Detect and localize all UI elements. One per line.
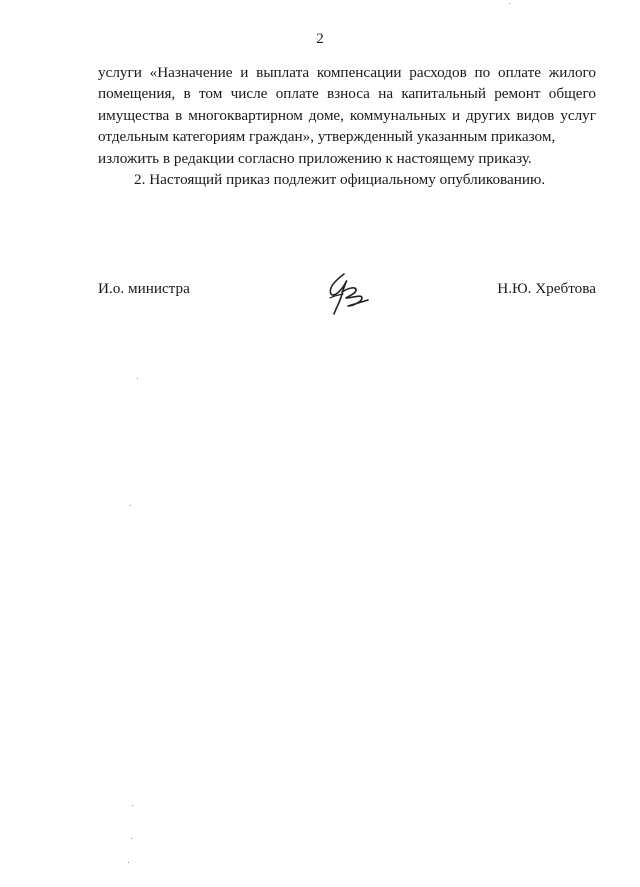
scan-speck [128, 862, 129, 863]
signatory-title: И.о. министра [98, 280, 190, 297]
scan-speck [509, 3, 510, 4]
document-body [98, 62, 596, 190]
page-number: 2 [316, 31, 324, 47]
signatory-name: Н.Ю. Хребтова [497, 280, 596, 297]
scan-speck [132, 805, 133, 806]
paragraph-item-2: 2. Настоящий приказ подлежит официальному опубликованию. [134, 171, 546, 189]
scan-speck [137, 378, 138, 379]
handwritten-signature [322, 268, 378, 316]
paragraph-continuation-end: изложить в редакции согласно приложению к настоящему приказу. [98, 149, 532, 167]
scan-speck [130, 505, 131, 506]
paragraph-continuation: услуги «Назначение и выплата компенсации расходов по оплате жилого помещения, в том числе оплате взноса на капитальный ремонт общего имущества в многоквартирном доме, коммунальных и других видов услуг отдельным категориям граждан», утвержденный указанным приказом, [98, 64, 596, 146]
scan-speck [131, 838, 132, 839]
